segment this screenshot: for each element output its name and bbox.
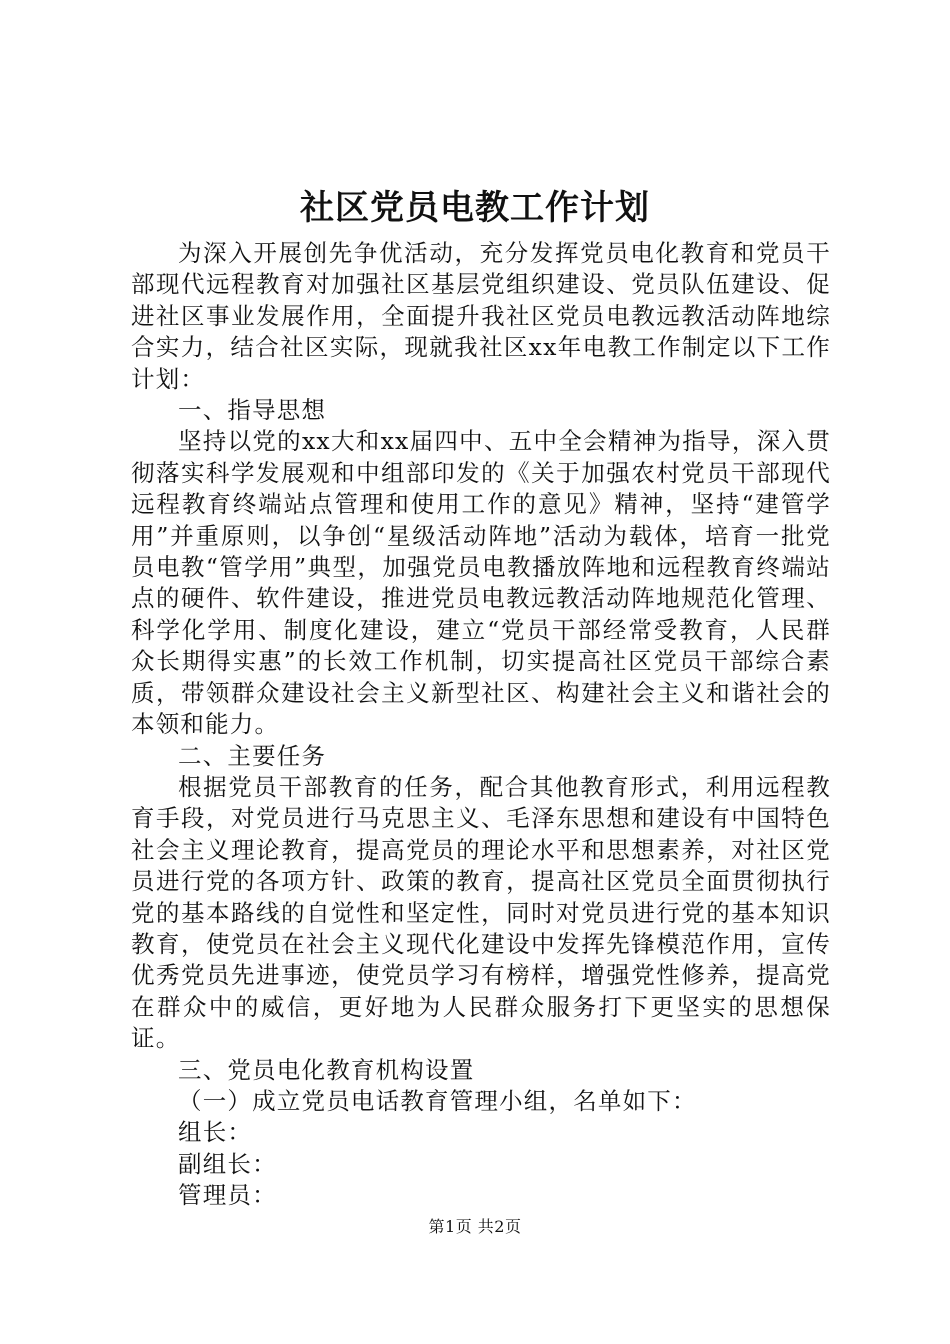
document-body xyxy=(131,238,831,1212)
group-leader-line: 组长： xyxy=(178,1118,253,1147)
section-heading-main-tasks: 二、主要任务 xyxy=(178,741,327,770)
guiding-thought-paragraph: 坚持以党的xx大和xx届四中、五中全会精神为指导，深入贯彻落实科学发展观和中组部印发的《关于加强农村党员干部现代远程教育终端站点管理和使用工作的意见》精神，坚持“建管学用”并重原则，以争创“星级活动阵地”活动为载体，培育一批党员电教“管学用”典型，加强党员电教播放阵地和远程教育终端站点的硬件、软件建设，推进党员电教远教活动阵地规范化管理、科学化学用、制度化建设，建立“党员干部经常受教育，人民群众长期得实惠”的长效工作机制，切实提高社区党员干部综合素质，带领群众建设社会主义新型社区、构建社会主义和谐社会的本领和能力。 xyxy=(131,427,831,739)
section-heading-guiding-thought: 一、指导思想 xyxy=(178,396,327,425)
intro-paragraph: 为深入开展创先争优活动，充分发挥党员电化教育和党员干部现代远程教育对加强社区基层党组织建设、党员队伍建设、促进社区事业发展作用，全面提升我社区党员电教远教活动阵地综合实力，结合社区实际，现就我社区xx年电教工作制定以下工作计划： xyxy=(131,239,831,393)
document-title: 社区党员电教工作计划 xyxy=(300,188,650,228)
page-number-footer: 第1页 共2页 xyxy=(428,1217,522,1236)
main-tasks-paragraph: 根据党员干部教育的任务，配合其他教育形式，利用远程教育手段，对党员进行马克思主义、毛泽东思想和建设有中国特色社会主义理论教育，提高党员的理论水平和思想素养，对社区党员进行党的各项方针、政策的教育，提高社区党员全面贯彻执行党的基本路线的自觉性和坚定性，同时对党员进行党的基本知识教育，使党员在社会主义现代化建设中发挥先锋模范作用，宣传优秀党员先进事迹，使党员学习有榜样，增强党性修养，提高党在群众中的威信，更好地为人民群众服务打下更坚实的思想保证。 xyxy=(131,772,831,1053)
section-heading-organization: 三、党员电化教育机构设置 xyxy=(178,1055,475,1084)
deputy-leader-line: 副组长： xyxy=(178,1149,277,1178)
subsection-management-group: （一）成立党员电话教育管理小组，名单如下： xyxy=(178,1086,697,1115)
administrator-line: 管理员： xyxy=(178,1181,277,1210)
